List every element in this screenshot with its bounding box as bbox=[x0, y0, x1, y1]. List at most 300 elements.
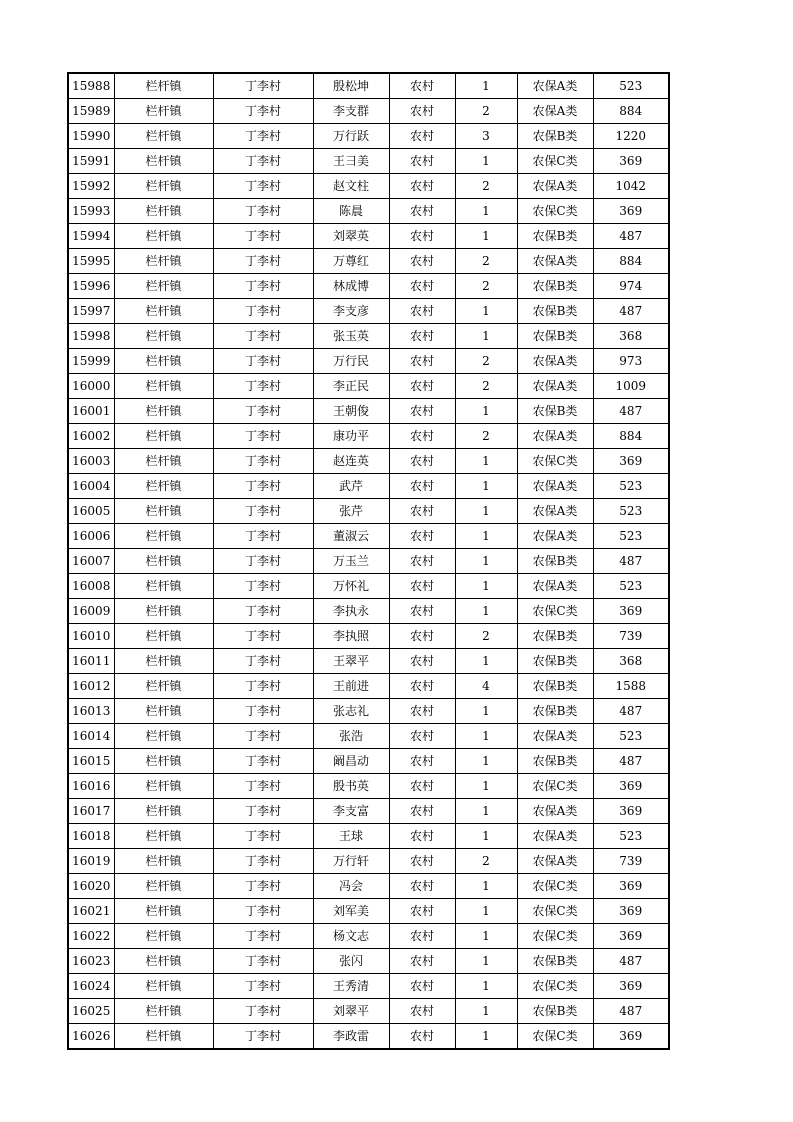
table-row bbox=[68, 949, 669, 974]
area-type-cell: 农村 bbox=[389, 1024, 455, 1050]
person-name-cell: 张玉英 bbox=[313, 324, 389, 349]
person-name-cell: 赵文柱 bbox=[313, 174, 389, 199]
village-cell: 丁李村 bbox=[213, 299, 313, 324]
village-cell: 丁李村 bbox=[213, 499, 313, 524]
household-count-cell: 1 bbox=[455, 999, 517, 1024]
insurance-category-cell: 农保A类 bbox=[517, 524, 593, 549]
table-row bbox=[68, 774, 669, 799]
amount-cell: 369 bbox=[593, 599, 669, 624]
table-row bbox=[68, 599, 669, 624]
village-cell: 丁李村 bbox=[213, 1024, 313, 1050]
household-count-cell: 2 bbox=[455, 349, 517, 374]
area-type-cell: 农村 bbox=[389, 249, 455, 274]
household-count-cell: 1 bbox=[455, 949, 517, 974]
town-cell: 栏杆镇 bbox=[114, 749, 213, 774]
person-name-cell: 刘军美 bbox=[313, 899, 389, 924]
household-count-cell: 1 bbox=[455, 399, 517, 424]
table-row bbox=[68, 649, 669, 674]
area-type-cell: 农村 bbox=[389, 224, 455, 249]
village-cell: 丁李村 bbox=[213, 199, 313, 224]
household-count-cell: 1 bbox=[455, 974, 517, 999]
village-cell: 丁李村 bbox=[213, 899, 313, 924]
household-count-cell: 1 bbox=[455, 299, 517, 324]
area-type-cell: 农村 bbox=[389, 574, 455, 599]
record-number-cell: 15997 bbox=[68, 299, 114, 324]
table-row bbox=[68, 674, 669, 699]
table-row bbox=[68, 699, 669, 724]
village-cell: 丁李村 bbox=[213, 624, 313, 649]
insurance-category-cell: 农保A类 bbox=[517, 474, 593, 499]
insurance-category-cell: 农保B类 bbox=[517, 224, 593, 249]
village-cell: 丁李村 bbox=[213, 73, 313, 99]
amount-cell: 369 bbox=[593, 899, 669, 924]
household-count-cell: 1 bbox=[455, 899, 517, 924]
person-name-cell: 赵连英 bbox=[313, 449, 389, 474]
table-row bbox=[68, 999, 669, 1024]
village-cell: 丁李村 bbox=[213, 774, 313, 799]
village-cell: 丁李村 bbox=[213, 349, 313, 374]
record-number-cell: 16026 bbox=[68, 1024, 114, 1050]
insurance-category-cell: 农保B类 bbox=[517, 549, 593, 574]
town-cell: 栏杆镇 bbox=[114, 99, 213, 124]
town-cell: 栏杆镇 bbox=[114, 1024, 213, 1050]
record-number-cell: 16014 bbox=[68, 724, 114, 749]
record-number-cell: 16013 bbox=[68, 699, 114, 724]
area-type-cell: 农村 bbox=[389, 899, 455, 924]
town-cell: 栏杆镇 bbox=[114, 174, 213, 199]
town-cell: 栏杆镇 bbox=[114, 649, 213, 674]
town-cell: 栏杆镇 bbox=[114, 199, 213, 224]
record-number-cell: 16020 bbox=[68, 874, 114, 899]
insurance-category-cell: 农保A类 bbox=[517, 724, 593, 749]
village-cell: 丁李村 bbox=[213, 449, 313, 474]
household-count-cell: 1 bbox=[455, 774, 517, 799]
amount-cell: 369 bbox=[593, 149, 669, 174]
table-row bbox=[68, 574, 669, 599]
area-type-cell: 农村 bbox=[389, 724, 455, 749]
table-row bbox=[68, 449, 669, 474]
insurance-category-cell: 农保C类 bbox=[517, 899, 593, 924]
table-row bbox=[68, 849, 669, 874]
amount-cell: 523 bbox=[593, 574, 669, 599]
town-cell: 栏杆镇 bbox=[114, 874, 213, 899]
insurance-category-cell: 农保B类 bbox=[517, 749, 593, 774]
person-name-cell: 王彐美 bbox=[313, 149, 389, 174]
person-name-cell: 张芹 bbox=[313, 499, 389, 524]
town-cell: 栏杆镇 bbox=[114, 799, 213, 824]
town-cell: 栏杆镇 bbox=[114, 149, 213, 174]
person-name-cell: 林成博 bbox=[313, 274, 389, 299]
insurance-category-cell: 农保A类 bbox=[517, 799, 593, 824]
table-row bbox=[68, 624, 669, 649]
town-cell: 栏杆镇 bbox=[114, 974, 213, 999]
town-cell: 栏杆镇 bbox=[114, 374, 213, 399]
area-type-cell: 农村 bbox=[389, 849, 455, 874]
record-number-cell: 16019 bbox=[68, 849, 114, 874]
table-row bbox=[68, 424, 669, 449]
table-row bbox=[68, 174, 669, 199]
town-cell: 栏杆镇 bbox=[114, 274, 213, 299]
record-number-cell: 15990 bbox=[68, 124, 114, 149]
table-row bbox=[68, 274, 669, 299]
household-count-cell: 1 bbox=[455, 724, 517, 749]
household-count-cell: 1 bbox=[455, 449, 517, 474]
town-cell: 栏杆镇 bbox=[114, 774, 213, 799]
record-number-cell: 16023 bbox=[68, 949, 114, 974]
area-type-cell: 农村 bbox=[389, 649, 455, 674]
insurance-category-cell: 农保B类 bbox=[517, 324, 593, 349]
person-name-cell: 张闪 bbox=[313, 949, 389, 974]
town-cell: 栏杆镇 bbox=[114, 574, 213, 599]
table-row bbox=[68, 924, 669, 949]
record-number-cell: 16009 bbox=[68, 599, 114, 624]
town-cell: 栏杆镇 bbox=[114, 349, 213, 374]
table-row bbox=[68, 224, 669, 249]
area-type-cell: 农村 bbox=[389, 524, 455, 549]
town-cell: 栏杆镇 bbox=[114, 124, 213, 149]
village-cell: 丁李村 bbox=[213, 999, 313, 1024]
amount-cell: 739 bbox=[593, 849, 669, 874]
person-name-cell: 李执照 bbox=[313, 624, 389, 649]
insurance-category-cell: 农保A类 bbox=[517, 499, 593, 524]
record-number-cell: 16018 bbox=[68, 824, 114, 849]
area-type-cell: 农村 bbox=[389, 824, 455, 849]
table-row bbox=[68, 399, 669, 424]
record-number-cell: 15992 bbox=[68, 174, 114, 199]
area-type-cell: 农村 bbox=[389, 99, 455, 124]
table-row bbox=[68, 524, 669, 549]
record-number-cell: 16015 bbox=[68, 749, 114, 774]
person-name-cell: 张志礼 bbox=[313, 699, 389, 724]
village-cell: 丁李村 bbox=[213, 674, 313, 699]
area-type-cell: 农村 bbox=[389, 474, 455, 499]
amount-cell: 487 bbox=[593, 549, 669, 574]
table-row bbox=[68, 824, 669, 849]
amount-cell: 369 bbox=[593, 874, 669, 899]
person-name-cell: 李政雷 bbox=[313, 1024, 389, 1050]
area-type-cell: 农村 bbox=[389, 599, 455, 624]
table-row bbox=[68, 724, 669, 749]
insurance-category-cell: 农保C类 bbox=[517, 774, 593, 799]
person-name-cell: 万行跃 bbox=[313, 124, 389, 149]
town-cell: 栏杆镇 bbox=[114, 474, 213, 499]
area-type-cell: 农村 bbox=[389, 174, 455, 199]
table-row bbox=[68, 73, 669, 99]
insurance-category-cell: 农保A类 bbox=[517, 424, 593, 449]
insurance-category-cell: 农保B类 bbox=[517, 274, 593, 299]
village-cell: 丁李村 bbox=[213, 249, 313, 274]
table-row bbox=[68, 874, 669, 899]
person-name-cell: 万玉兰 bbox=[313, 549, 389, 574]
village-cell: 丁李村 bbox=[213, 874, 313, 899]
area-type-cell: 农村 bbox=[389, 324, 455, 349]
town-cell: 栏杆镇 bbox=[114, 449, 213, 474]
table-row bbox=[68, 474, 669, 499]
area-type-cell: 农村 bbox=[389, 149, 455, 174]
insurance-category-cell: 农保B类 bbox=[517, 624, 593, 649]
town-cell: 栏杆镇 bbox=[114, 324, 213, 349]
area-type-cell: 农村 bbox=[389, 199, 455, 224]
record-number-cell: 16022 bbox=[68, 924, 114, 949]
insurance-category-cell: 农保B类 bbox=[517, 674, 593, 699]
person-name-cell: 王前进 bbox=[313, 674, 389, 699]
household-count-cell: 1 bbox=[455, 199, 517, 224]
insurance-category-cell: 农保B类 bbox=[517, 999, 593, 1024]
insurance-category-cell: 农保B类 bbox=[517, 949, 593, 974]
amount-cell: 1042 bbox=[593, 174, 669, 199]
amount-cell: 884 bbox=[593, 424, 669, 449]
town-cell: 栏杆镇 bbox=[114, 824, 213, 849]
household-count-cell: 2 bbox=[455, 374, 517, 399]
amount-cell: 369 bbox=[593, 799, 669, 824]
insurance-category-cell: 农保C类 bbox=[517, 1024, 593, 1050]
town-cell: 栏杆镇 bbox=[114, 599, 213, 624]
area-type-cell: 农村 bbox=[389, 949, 455, 974]
insurance-category-cell: 农保A类 bbox=[517, 249, 593, 274]
area-type-cell: 农村 bbox=[389, 799, 455, 824]
record-number-cell: 16017 bbox=[68, 799, 114, 824]
town-cell: 栏杆镇 bbox=[114, 299, 213, 324]
amount-cell: 369 bbox=[593, 924, 669, 949]
amount-cell: 487 bbox=[593, 949, 669, 974]
town-cell: 栏杆镇 bbox=[114, 73, 213, 99]
record-number-cell: 16002 bbox=[68, 424, 114, 449]
insurance-category-cell: 农保B类 bbox=[517, 699, 593, 724]
amount-cell: 369 bbox=[593, 974, 669, 999]
household-count-cell: 1 bbox=[455, 474, 517, 499]
town-cell: 栏杆镇 bbox=[114, 399, 213, 424]
table-row bbox=[68, 299, 669, 324]
record-number-cell: 15989 bbox=[68, 99, 114, 124]
area-type-cell: 农村 bbox=[389, 624, 455, 649]
person-name-cell: 李正民 bbox=[313, 374, 389, 399]
record-number-cell: 16011 bbox=[68, 649, 114, 674]
person-name-cell: 董淑云 bbox=[313, 524, 389, 549]
town-cell: 栏杆镇 bbox=[114, 499, 213, 524]
record-number-cell: 15996 bbox=[68, 274, 114, 299]
person-name-cell: 李支富 bbox=[313, 799, 389, 824]
area-type-cell: 农村 bbox=[389, 124, 455, 149]
table-row bbox=[68, 374, 669, 399]
person-name-cell: 刘翠英 bbox=[313, 224, 389, 249]
household-count-cell: 2 bbox=[455, 424, 517, 449]
town-cell: 栏杆镇 bbox=[114, 524, 213, 549]
table-row bbox=[68, 249, 669, 274]
person-name-cell: 李支群 bbox=[313, 99, 389, 124]
person-name-cell: 殷松坤 bbox=[313, 73, 389, 99]
village-cell: 丁李村 bbox=[213, 424, 313, 449]
amount-cell: 1588 bbox=[593, 674, 669, 699]
area-type-cell: 农村 bbox=[389, 924, 455, 949]
household-count-cell: 1 bbox=[455, 1024, 517, 1050]
person-name-cell: 王球 bbox=[313, 824, 389, 849]
area-type-cell: 农村 bbox=[389, 274, 455, 299]
household-count-cell: 1 bbox=[455, 649, 517, 674]
insurance-category-cell: 农保A类 bbox=[517, 374, 593, 399]
village-cell: 丁李村 bbox=[213, 949, 313, 974]
amount-cell: 487 bbox=[593, 299, 669, 324]
person-name-cell: 万行民 bbox=[313, 349, 389, 374]
town-cell: 栏杆镇 bbox=[114, 549, 213, 574]
household-count-cell: 1 bbox=[455, 499, 517, 524]
household-count-cell: 3 bbox=[455, 124, 517, 149]
town-cell: 栏杆镇 bbox=[114, 949, 213, 974]
area-type-cell: 农村 bbox=[389, 874, 455, 899]
roster-table bbox=[67, 72, 670, 1050]
town-cell: 栏杆镇 bbox=[114, 224, 213, 249]
amount-cell: 487 bbox=[593, 999, 669, 1024]
record-number-cell: 15988 bbox=[68, 73, 114, 99]
record-number-cell: 15993 bbox=[68, 199, 114, 224]
village-cell: 丁李村 bbox=[213, 599, 313, 624]
household-count-cell: 1 bbox=[455, 524, 517, 549]
household-count-cell: 2 bbox=[455, 849, 517, 874]
record-number-cell: 16024 bbox=[68, 974, 114, 999]
amount-cell: 974 bbox=[593, 274, 669, 299]
village-cell: 丁李村 bbox=[213, 474, 313, 499]
village-cell: 丁李村 bbox=[213, 274, 313, 299]
village-cell: 丁李村 bbox=[213, 824, 313, 849]
amount-cell: 523 bbox=[593, 73, 669, 99]
area-type-cell: 农村 bbox=[389, 374, 455, 399]
record-number-cell: 16006 bbox=[68, 524, 114, 549]
area-type-cell: 农村 bbox=[389, 73, 455, 99]
village-cell: 丁李村 bbox=[213, 524, 313, 549]
person-name-cell: 冯会 bbox=[313, 874, 389, 899]
town-cell: 栏杆镇 bbox=[114, 999, 213, 1024]
record-number-cell: 15999 bbox=[68, 349, 114, 374]
record-number-cell: 16016 bbox=[68, 774, 114, 799]
table-row bbox=[68, 549, 669, 574]
table-row bbox=[68, 1024, 669, 1050]
roster-body bbox=[68, 73, 669, 1049]
roster-sheet bbox=[67, 72, 668, 1050]
record-number-cell: 15998 bbox=[68, 324, 114, 349]
town-cell: 栏杆镇 bbox=[114, 249, 213, 274]
record-number-cell: 16004 bbox=[68, 474, 114, 499]
person-name-cell: 王秀清 bbox=[313, 974, 389, 999]
insurance-category-cell: 农保C类 bbox=[517, 924, 593, 949]
record-number-cell: 16021 bbox=[68, 899, 114, 924]
amount-cell: 739 bbox=[593, 624, 669, 649]
amount-cell: 369 bbox=[593, 1024, 669, 1050]
table-row bbox=[68, 99, 669, 124]
household-count-cell: 1 bbox=[455, 324, 517, 349]
record-number-cell: 15994 bbox=[68, 224, 114, 249]
insurance-category-cell: 农保C类 bbox=[517, 974, 593, 999]
amount-cell: 368 bbox=[593, 649, 669, 674]
amount-cell: 1220 bbox=[593, 124, 669, 149]
record-number-cell: 16007 bbox=[68, 549, 114, 574]
person-name-cell: 王翠平 bbox=[313, 649, 389, 674]
area-type-cell: 农村 bbox=[389, 774, 455, 799]
area-type-cell: 农村 bbox=[389, 349, 455, 374]
table-row bbox=[68, 349, 669, 374]
village-cell: 丁李村 bbox=[213, 699, 313, 724]
town-cell: 栏杆镇 bbox=[114, 674, 213, 699]
village-cell: 丁李村 bbox=[213, 849, 313, 874]
area-type-cell: 农村 bbox=[389, 999, 455, 1024]
household-count-cell: 2 bbox=[455, 274, 517, 299]
household-count-cell: 1 bbox=[455, 924, 517, 949]
record-number-cell: 16003 bbox=[68, 449, 114, 474]
record-number-cell: 16001 bbox=[68, 399, 114, 424]
record-number-cell: 16000 bbox=[68, 374, 114, 399]
person-name-cell: 王朝俊 bbox=[313, 399, 389, 424]
village-cell: 丁李村 bbox=[213, 574, 313, 599]
amount-cell: 523 bbox=[593, 724, 669, 749]
insurance-category-cell: 农保B类 bbox=[517, 124, 593, 149]
village-cell: 丁李村 bbox=[213, 549, 313, 574]
household-count-cell: 1 bbox=[455, 149, 517, 174]
area-type-cell: 农村 bbox=[389, 549, 455, 574]
record-number-cell: 15995 bbox=[68, 249, 114, 274]
household-count-cell: 1 bbox=[455, 749, 517, 774]
household-count-cell: 1 bbox=[455, 599, 517, 624]
village-cell: 丁李村 bbox=[213, 324, 313, 349]
area-type-cell: 农村 bbox=[389, 674, 455, 699]
amount-cell: 973 bbox=[593, 349, 669, 374]
town-cell: 栏杆镇 bbox=[114, 924, 213, 949]
amount-cell: 368 bbox=[593, 324, 669, 349]
village-cell: 丁李村 bbox=[213, 649, 313, 674]
record-number-cell: 16005 bbox=[68, 499, 114, 524]
area-type-cell: 农村 bbox=[389, 424, 455, 449]
town-cell: 栏杆镇 bbox=[114, 699, 213, 724]
insurance-category-cell: 农保B类 bbox=[517, 299, 593, 324]
record-number-cell: 15991 bbox=[68, 149, 114, 174]
village-cell: 丁李村 bbox=[213, 124, 313, 149]
amount-cell: 523 bbox=[593, 524, 669, 549]
person-name-cell: 阚昌动 bbox=[313, 749, 389, 774]
insurance-category-cell: 农保A类 bbox=[517, 174, 593, 199]
person-name-cell: 陈晨 bbox=[313, 199, 389, 224]
insurance-category-cell: 农保C类 bbox=[517, 199, 593, 224]
person-name-cell: 武芹 bbox=[313, 474, 389, 499]
village-cell: 丁李村 bbox=[213, 99, 313, 124]
area-type-cell: 农村 bbox=[389, 449, 455, 474]
area-type-cell: 农村 bbox=[389, 749, 455, 774]
household-count-cell: 1 bbox=[455, 874, 517, 899]
household-count-cell: 1 bbox=[455, 824, 517, 849]
amount-cell: 884 bbox=[593, 249, 669, 274]
household-count-cell: 4 bbox=[455, 674, 517, 699]
household-count-cell: 2 bbox=[455, 99, 517, 124]
amount-cell: 884 bbox=[593, 99, 669, 124]
table-row bbox=[68, 324, 669, 349]
village-cell: 丁李村 bbox=[213, 224, 313, 249]
village-cell: 丁李村 bbox=[213, 749, 313, 774]
insurance-category-cell: 农保C类 bbox=[517, 874, 593, 899]
person-name-cell: 殷书英 bbox=[313, 774, 389, 799]
amount-cell: 369 bbox=[593, 199, 669, 224]
record-number-cell: 16025 bbox=[68, 999, 114, 1024]
table-row bbox=[68, 149, 669, 174]
person-name-cell: 康功平 bbox=[313, 424, 389, 449]
household-count-cell: 1 bbox=[455, 799, 517, 824]
record-number-cell: 16010 bbox=[68, 624, 114, 649]
amount-cell: 523 bbox=[593, 499, 669, 524]
amount-cell: 523 bbox=[593, 474, 669, 499]
amount-cell: 487 bbox=[593, 699, 669, 724]
town-cell: 栏杆镇 bbox=[114, 424, 213, 449]
village-cell: 丁李村 bbox=[213, 174, 313, 199]
table-row bbox=[68, 749, 669, 774]
insurance-category-cell: 农保A类 bbox=[517, 349, 593, 374]
household-count-cell: 1 bbox=[455, 73, 517, 99]
insurance-category-cell: 农保A类 bbox=[517, 574, 593, 599]
town-cell: 栏杆镇 bbox=[114, 849, 213, 874]
